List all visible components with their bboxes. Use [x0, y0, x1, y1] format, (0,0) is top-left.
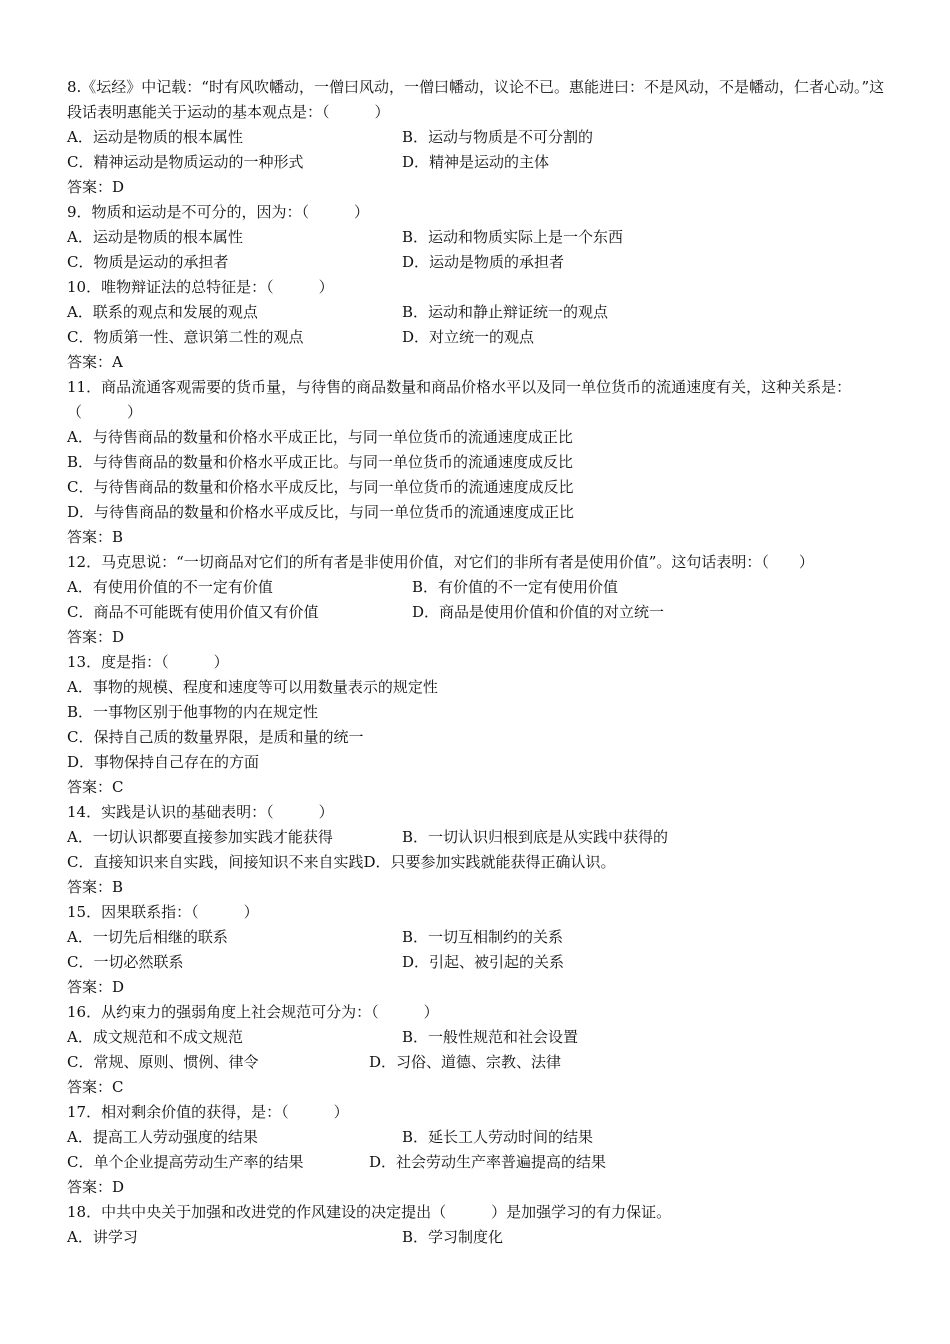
question-15-option-a: A．一切先后相继的联系 — [67, 928, 228, 946]
question-8-option-b: B．运动与物质是不可分割的 — [402, 128, 594, 146]
question-11-stem: 11．商品流通客观需要的货币量，与待售的商品数量和商品价格水平以及同一单位货币的流通速度有关，这种关系是：（ ） — [67, 378, 852, 421]
question-12-options-row-1 — [67, 575, 897, 600]
question-16-option-b: B．一般性规范和社会设置 — [402, 1028, 579, 1046]
question-17-option-a: A．提高工人劳动强度的结果 — [67, 1128, 258, 1146]
question-15-option-c: C．一切必然联系 — [67, 953, 184, 971]
question-13-option-d: D．事物保持自己存在的方面 — [67, 753, 260, 771]
question-9-option-a: A．运动是物质的根本属性 — [67, 228, 243, 246]
question-15-stem: 15．因果联系指：（ ） — [67, 903, 259, 921]
question-18-options-row-1 — [67, 1225, 897, 1250]
question-9-option-b: B．运动和物质实际上是一个东西 — [402, 228, 624, 246]
question-12-option-d: D．商品是使用价值和价值的对立统一 — [412, 603, 665, 621]
question-8-stem: 8.《坛经》中记载：“时有风吹幡动，一僧曰风动，一僧曰幡动，议论不已。惠能进曰：不是风动，不是幡动，仁者心动。”这段话表明惠能关于运动的基本观点是：（ ） — [67, 78, 885, 121]
question-8-option-c: C．精神运动是物质运动的一种形式 — [67, 153, 304, 171]
question-11-option-b: B．与待售商品的数量和价格水平成正比。与同一单位货币的流通速度成反比 — [67, 453, 574, 471]
question-10-option-b: B．运动和静止辩证统一的观点 — [402, 303, 609, 321]
question-8-answer: 答案：D — [67, 178, 125, 196]
question-13-option-b: B．一事物区别于他事物的内在规定性 — [67, 703, 319, 721]
question-12-option-a: A．有使用价值的不一定有价值 — [67, 578, 273, 596]
question-16-stem: 16．从约束力的强弱角度上社会规范可分为：（ ） — [67, 1003, 439, 1021]
question-10-options-row-2 — [67, 325, 897, 350]
question-10-answer: 答案：A — [67, 353, 123, 371]
question-18-option-b: B．学习制度化 — [402, 1228, 504, 1246]
question-15-options-row-1 — [67, 925, 897, 950]
question-9-option-c: C．物质是运动的承担者 — [67, 253, 229, 271]
question-9-options-row-2 — [67, 250, 897, 275]
question-17-options-row-2 — [67, 1150, 897, 1175]
question-15-options-row-2 — [67, 950, 897, 975]
question-16-option-c: C．常规、原则、惯例、律令 — [67, 1053, 259, 1071]
question-14-options-row-1 — [67, 825, 897, 850]
question-8-option-a: A．运动是物质的根本属性 — [67, 128, 243, 146]
question-12-stem: 12．马克思说：“一切商品对它们的所有者是非使用价值，对它们的非所有者是使用价值”。这句话表明：（ ） — [67, 553, 814, 571]
question-16-options-row-2 — [67, 1050, 897, 1075]
question-10-stem: 10．唯物辩证法的总特征是：（ ） — [67, 278, 334, 296]
question-16-options-row-1 — [67, 1025, 897, 1050]
question-9-option-d: D．运动是物质的承担者 — [402, 253, 565, 271]
question-13-stem: 13．度是指：（ ） — [67, 653, 229, 671]
question-16-answer: 答案：C — [67, 1078, 124, 1096]
question-14-option-d: D．只要参加实践就能获得正确认识。 — [363, 853, 616, 871]
question-17-option-c: C．单个企业提高劳动生产率的结果 — [67, 1153, 304, 1171]
question-16-option-a: A．成文规范和不成文规范 — [67, 1028, 243, 1046]
question-14-stem: 14．实践是认识的基础表明：（ ） — [67, 803, 334, 821]
question-13-answer: 答案：C — [67, 778, 124, 796]
question-13-option-c: C．保持自己质的数量界限，是质和量的统一 — [67, 728, 364, 746]
question-11-option-d: D．与待售商品的数量和价格水平成反比，与同一单位货币的流通速度成正比 — [67, 503, 575, 521]
question-17-answer: 答案：D — [67, 1178, 125, 1196]
question-17-options-row-1 — [67, 1125, 897, 1150]
question-12-option-c: C．商品不可能既有使用价值又有价值 — [67, 603, 319, 621]
question-11-option-a: A．与待售商品的数量和价格水平成正比，与同一单位货币的流通速度成正比 — [67, 428, 573, 446]
question-12-options-row-2 — [67, 600, 897, 625]
question-9-options-row-1 — [67, 225, 897, 250]
question-11-option-c: C．与待售商品的数量和价格水平成反比，与同一单位货币的流通速度成反比 — [67, 478, 574, 496]
question-10-option-c: C．物质第一性、意识第二性的观点 — [67, 328, 304, 346]
question-13-option-a: A．事物的规模、程度和速度等可以用数量表示的规定性 — [67, 678, 438, 696]
question-18-stem: 18．中共中央关于加强和改进党的作风建设的决定提出（ ）是加强学习的有力保证。 — [67, 1203, 672, 1221]
question-8-options-row-1 — [67, 125, 897, 150]
question-9-stem: 9．物质和运动是不可分的，因为：（ ） — [67, 203, 370, 221]
question-12-answer: 答案：D — [67, 628, 125, 646]
question-10-options-row-1 — [67, 300, 897, 325]
question-10-option-d: D．对立统一的观点 — [402, 328, 535, 346]
question-10-option-a: A．联系的观点和发展的观点 — [67, 303, 258, 321]
question-17-option-b: B．延长工人劳动时间的结果 — [402, 1128, 594, 1146]
question-18-option-a: A．讲学习 — [67, 1228, 138, 1246]
question-17-stem: 17．相对剩余价值的获得，是：（ ） — [67, 1103, 349, 1121]
question-14-answer: 答案：B — [67, 878, 124, 896]
question-14-option-c: C．直接知识来自实践，间接知识不来自实践 — [67, 853, 364, 871]
question-14-options-row-2 — [67, 850, 897, 875]
question-15-option-d: D．引起、被引起的关系 — [402, 953, 565, 971]
question-17-option-d: D．社会劳动生产率普遍提高的结果 — [369, 1153, 607, 1171]
question-15-option-b: B．一切互相制约的关系 — [402, 928, 564, 946]
question-12-option-b: B．有价值的不一定有使用价值 — [412, 578, 619, 596]
question-14-option-b: B．一切认识归根到底是从实践中获得的 — [402, 828, 669, 846]
question-8-option-d: D．精神是运动的主体 — [402, 153, 550, 171]
question-16-option-d: D．习俗、道德、宗教、法律 — [369, 1053, 562, 1071]
question-15-answer: 答案：D — [67, 978, 125, 996]
question-11-answer: 答案：B — [67, 528, 124, 546]
document-body — [67, 75, 897, 1250]
question-8-options-row-2 — [67, 150, 897, 175]
question-14-option-a: A．一切认识都要直接参加实践才能获得 — [67, 828, 333, 846]
